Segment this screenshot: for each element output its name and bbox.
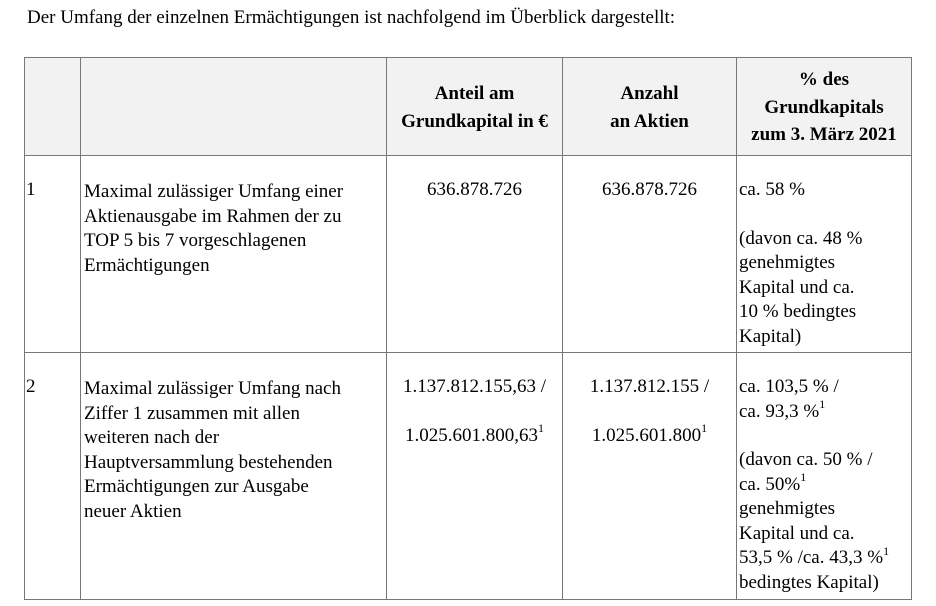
value-text: 1.025.601.800	[591, 424, 702, 446]
header-line: Anteil am	[434, 83, 515, 104]
value-line	[563, 421, 736, 449]
pct-line: Kapital und ca.	[739, 522, 855, 544]
header-line: Anzahl	[620, 83, 679, 104]
pct-line: ca. 58 %	[739, 179, 805, 200]
desc-line: weiteren nach der	[84, 427, 220, 448]
row-number: 1	[25, 156, 81, 353]
footnote-marker: 1	[538, 421, 544, 436]
footnote-marker: 1	[701, 421, 708, 436]
row-share-count: 636.878.726	[563, 156, 737, 353]
pct-text: ca. 93,3 %	[739, 400, 820, 422]
pct-line: (davon ca. 48 %	[739, 227, 863, 249]
pct-line	[739, 397, 911, 425]
pct-line: 10 % bedingtes	[739, 301, 857, 322]
pct-text: 53,5 % /ca. 43,3 %	[739, 547, 884, 568]
header-description	[81, 58, 387, 156]
pct-line: ca. 103,5 % /	[739, 376, 839, 397]
row-percent	[737, 156, 912, 353]
row-number: 2	[25, 353, 81, 600]
row-share-count	[563, 353, 737, 600]
header-number	[25, 58, 81, 156]
header-share-count	[563, 58, 737, 156]
table-row	[25, 156, 912, 353]
header-share-capital	[387, 58, 563, 156]
row-description	[81, 156, 387, 353]
header-line: Grundkapitals	[764, 96, 884, 118]
table-row	[25, 353, 912, 600]
footnote-marker: 1	[819, 397, 826, 412]
pct-line: Kapital)	[739, 325, 802, 347]
desc-line: neuer Aktien	[84, 500, 182, 522]
footnote-marker: 1	[883, 543, 890, 558]
desc-line: Ermächtigungen	[84, 254, 210, 276]
desc-line: Ziffer 1 zusammen mit allen	[84, 402, 300, 424]
header-line: Grundkapital in €	[401, 110, 548, 132]
authorization-table	[24, 57, 912, 600]
pct-line: genehmigtes	[739, 252, 836, 273]
desc-line: Hauptversammlung bestehenden	[84, 451, 333, 473]
value-line: 1.137.812.155 /	[589, 376, 710, 397]
desc-line: Aktienausgabe im Rahmen der zu	[84, 205, 342, 227]
row-share-capital	[387, 353, 563, 600]
intro-text: Der Umfang der einzelnen Ermächtigungen ist nachfolgend im Überblick dargestellt:	[27, 7, 676, 28]
pct-line: (davon ca. 50 % /	[739, 449, 873, 470]
header-percent	[737, 58, 912, 156]
pct-text: ca. 50%	[739, 473, 801, 495]
row-share-capital: 636.878.726	[387, 156, 563, 353]
value-line	[387, 421, 562, 449]
desc-line: Maximal zulässiger Umfang nach	[84, 378, 341, 399]
row-description	[81, 353, 387, 600]
header-line: % des	[798, 69, 850, 91]
value-text: 1.025.601.800,63	[405, 424, 538, 446]
pct-line	[739, 543, 911, 571]
value-line: 1.137.812.155,63 /	[402, 376, 547, 397]
row-percent	[737, 353, 912, 600]
table-header-row	[25, 58, 912, 156]
pct-line: bedingtes Kapital)	[739, 571, 879, 593]
desc-line: Ermächtigungen zur Ausgabe	[84, 476, 309, 497]
pct-line	[739, 470, 911, 498]
footnote-marker: 1	[800, 470, 807, 485]
header-line: an Aktien	[610, 110, 689, 132]
pct-line: genehmigtes	[739, 498, 836, 519]
header-line: zum 3. März 2021	[751, 124, 897, 146]
pct-line: Kapital und ca.	[739, 276, 855, 298]
desc-line: TOP 5 bis 7 vorgeschlagenen	[84, 230, 307, 251]
desc-line: Maximal zulässiger Umfang einer	[84, 181, 344, 202]
